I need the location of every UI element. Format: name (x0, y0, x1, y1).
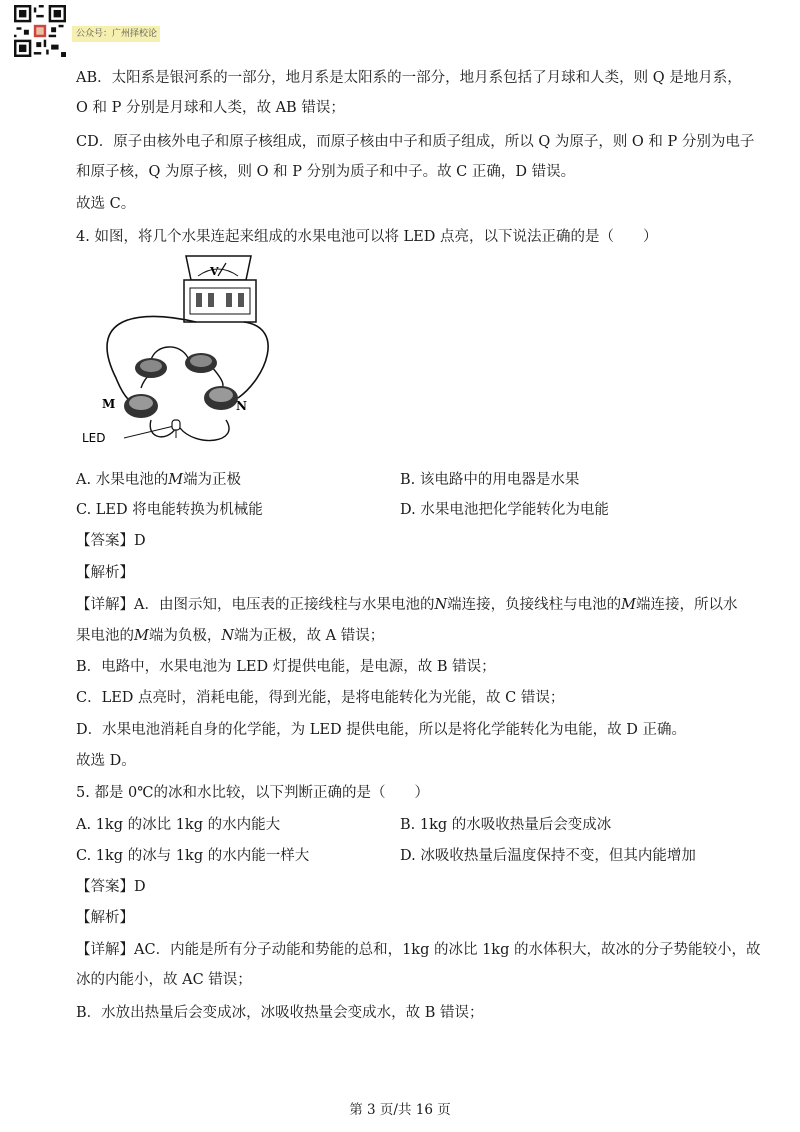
q4-detail-line-1: 【详解】A．由图示知，电压表的正接线柱与水果电池的N端连接，负接线柱与电池的M端连接，所以水 (76, 597, 738, 613)
q5-answer: 【答案】D (76, 879, 146, 895)
q5-analysis-heading: 【解析】 (76, 910, 134, 926)
terminal-n-label: N (236, 399, 247, 413)
q5-option-a: A. 1kg 的冰比 1kg 的水内能大 (76, 817, 281, 833)
q5-option-c: C. 1kg 的冰与 1kg 的水内能一样大 (76, 848, 310, 864)
q5-stem: 5. 都是 0℃的冰和水比较，以下判断正确的是（ ） (76, 785, 429, 801)
terminal-m-label: M (102, 397, 116, 411)
led-icon (172, 420, 180, 438)
page-number: 第 3 页/共 16 页 (349, 1102, 451, 1118)
q4-detail-b: B．电路中，水果电池为 LED 灯提供电能，是电源，故 B 错误； (76, 659, 496, 675)
q4-option-d: D. 水果电池把化学能转化为电能 (400, 502, 609, 518)
voltmeter-icon (184, 256, 256, 322)
fruit-icon (135, 358, 167, 378)
q4-stem: 4. 如图，将几个水果连起来组成的水果电池可以将 LED 点亮，以下说法正确的是（ ） (76, 229, 658, 245)
q4-option-a: A. 水果电池的M端为正极 (76, 472, 242, 488)
q4-detail-line-2: 果电池的M端为负极，N端为正极，故 A 错误； (76, 628, 385, 644)
explanation-ab-line-1: AB．太阳系是银河系的一部分，地月系是太阳系的一部分，地月系包括了月球和人类，则 Q 是地月系， (76, 70, 742, 86)
q4-answer: 【答案】D (76, 533, 146, 549)
q5-detail-line-1: 【详解】AC．内能是所有分子动能和势能的总和，1kg 的冰比 1kg 的水体积大，故冰的分子势能较小，故 (76, 942, 761, 958)
q4-conclusion: 故选 D。 (76, 753, 136, 769)
q4-detail-c: C．LED 点亮时，消耗电能，得到光能，是将电能转化为光能，故 C 错误； (76, 690, 565, 706)
fruit-battery-circuit-figure (76, 248, 276, 453)
explanation-cd-line-1: CD．原子由核外电子和原子核组成，而原子核由中子和质子组成，所以 Q 为原子，则 O 和 P 分别为电子 (76, 134, 755, 150)
fruit-icon (204, 386, 238, 410)
conclusion-prev: 故选 C。 (76, 196, 136, 212)
led-label: LED (82, 431, 106, 445)
fruit-icon (124, 394, 158, 418)
q4-option-b: B. 该电路中的用电器是水果 (400, 472, 580, 488)
explanation-cd-line-2: 和原子核，Q 为原子核，则 O 和 P 分别为质子和中子。故 C 正确，D 错误。 (76, 164, 576, 180)
q4-detail-d: D．水果电池消耗自身的化学能，为 LED 提供电能，所以是将化学能转化为电能，故 D 正确。 (76, 722, 687, 738)
voltmeter-label: V (210, 265, 219, 278)
q4-option-c: C. LED 将电能转换为机械能 (76, 502, 263, 518)
qr-code-icon (14, 5, 66, 57)
q5-detail-line-2: 冰的内能小，故 AC 错误； (76, 972, 252, 988)
q5-option-d: D. 冰吸收热量后温度保持不变，但其内能增加 (400, 848, 696, 864)
watermark-label: 公众号：广州择校论 (72, 26, 160, 42)
explanation-ab-line-2: O 和 P 分别是月球和人类，故 AB 错误； (76, 100, 345, 116)
fruit-icon (185, 353, 217, 373)
q5-detail-b: B．水放出热量后会变成冰，冰吸收热量会变成水，故 B 错误； (76, 1005, 484, 1021)
q4-analysis-heading: 【解析】 (76, 565, 134, 581)
q5-option-b: B. 1kg 的水吸收热量后会变成冰 (400, 817, 612, 833)
